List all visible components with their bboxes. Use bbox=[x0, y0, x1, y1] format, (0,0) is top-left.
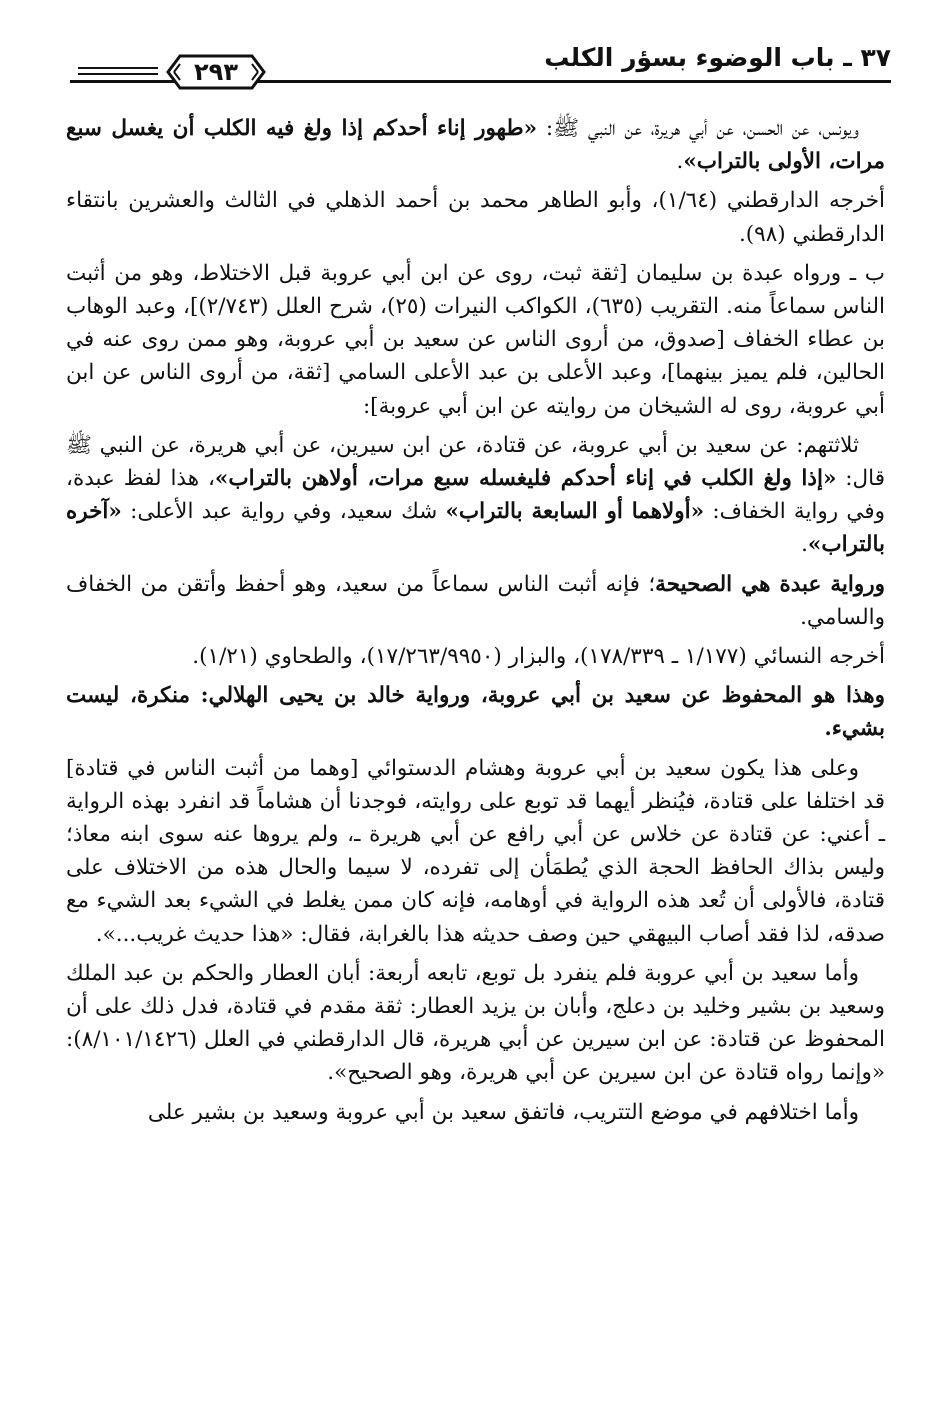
chapter-title: ٣٧ ـ باب الوضوء بسؤر الكلب bbox=[544, 43, 891, 72]
text-segment: ؛ فإنه أثبت الناس سماعاً من سعيد، وهو أحفظ وأتقن من الخفاف والسامي. bbox=[66, 571, 885, 630]
bold-text-segment: «آخره بالتراب» bbox=[66, 499, 885, 558]
page-number-badge bbox=[166, 54, 266, 90]
text-segment: ، هذا لفظ عبدة، وفي رواية الخفاف: bbox=[66, 466, 885, 525]
paragraph-p7 bbox=[66, 679, 885, 745]
text-segment: أخرجه الدارقطني (١/٦٤)، وأبو الطاهر محمد بن أحمد الذهلي في الثالث والعشرين بانتقاء الدارقطني (٩٨). bbox=[66, 188, 885, 247]
paragraph-p10 bbox=[66, 1096, 885, 1129]
paragraph-p8 bbox=[66, 752, 885, 951]
text-segment: شك سعيد، وفي رواية عبد الأعلى: bbox=[121, 499, 446, 525]
text-segment: ب ـ ورواه عبدة بن سليمان [ثقة ثبت، روى عن ابن أبي عروبة قبل الاختلاط، وهو من أثبت الناس سماعاً منه. التقريب (٦٣٥)، الكواكب النيرات (٢٥)، شرح العلل (٢/٧٤٣)]، وعبد الوهاب بن عطاء الخفاف [صدوق، من أروى الناس عن سعيد بن أبي عروبة، وهو ممن روى عنه في الحالين، فلم يميز بينهما]، وعبد الأعلى بن عبد الأعلى السامي [ثقة، من أروى الناس عن ابن أبي عروبة، روى له الشيخان من روايته عن ابن أبي عروبة]: bbox=[66, 260, 885, 419]
paragraph-p4 bbox=[66, 429, 885, 562]
text-segment: ثلاثتهم: عن سعيد بن أبي عروبة، عن قتادة، عن ابن سيرين، عن أبي هريرة، عن النبي ﷺ قال: bbox=[66, 432, 885, 492]
paragraph-p1 bbox=[66, 112, 885, 178]
bold-text-segment: «أولاهما أو السابعة بالتراب» bbox=[445, 499, 705, 525]
text-segment: وعلى هذا يكون سعيد بن أبي عروبة وهشام الدستوائي [وهما من أثبت الناس في قتادة] قد اختلفا على قتادة، فيُنظر أيهما قد توبع على روايته، فوجدنا أن هشاماً قد انفرد بهذه الرواية ـ أعني: عن قتادة عن خلاس عن أبي رافع عن أبي هريرة ـ، ولم يروها عنه سوى ابنه معاذ؛ وليس بذاك الحافظ الحجة الذي يُطمَأن إلى تفرده، لا سيما والحال هذه من الاختلاف على قتادة، فالأولى أن تُعد هذه الرواية في أوهامه، فإنه كان ممن يغلط في الشيء بعد الشيء مع صدقه، لذا فقد أصاب البيهقي حين وصف حديثه هذا بالغرابة، فقال: «هذا حديث غريب...». bbox=[66, 755, 886, 947]
paragraph-p3 bbox=[66, 257, 885, 423]
text-segment: . bbox=[676, 149, 684, 175]
page-header bbox=[70, 26, 891, 106]
text-segment: ويونس، عن الحسن، عن أبي هريرة، عن النبي ﷺ: bbox=[537, 116, 859, 141]
text-segment: وأما سعيد بن أبي عروبة فلم ينفرد بل توبع، تابعه أربعة: أبان العطار والحكم بن عبد الملك وسعيد بن بشير وخليد بن دعلج، وأبان بن يزيد العطار: ثقة مقدم في قتادة، فدل ذلك على أن المحفوظ عن قتادة: عن ابن سيرين عن أبي هريرة، قال الدارقطني في العلل (٨/١٠١/١٤٢٦): «وإنما رواه قتادة عن ابن سيرين عن أبي هريرة، وهو الصحيح». bbox=[66, 960, 885, 1086]
paragraph-p6 bbox=[66, 640, 885, 673]
bold-text-segment: ورواية عبدة هي الصحيحة bbox=[655, 571, 885, 597]
paragraph-p5 bbox=[66, 568, 885, 634]
text-segment: . bbox=[801, 532, 808, 558]
text-segment: وأما اختلافهم في موضع التتريب، فاتفق سعيد بن أبي عروبة وسعيد بن بشير على bbox=[147, 1099, 859, 1125]
bold-text-segment: «طهور إناء أحدكم إذا ولغ فيه الكلب أن يغسل سبع مرات، الأولى بالتراب» bbox=[66, 116, 885, 175]
page-number: ٢٩٣ bbox=[194, 58, 238, 86]
bold-text-segment: «إذا ولغ الكلب في إناء أحدكم فليغسله سبع مرات، أولاهن بالتراب» bbox=[214, 466, 837, 492]
header-ornament-lines bbox=[78, 67, 158, 77]
bold-text-segment: وهذا هو المحفوظ عن سعيد بن أبي عروبة، ورواية خالد بن يحيى الهلالي: منكرة، ليست بشيء. bbox=[66, 683, 885, 742]
paragraph-p2 bbox=[66, 184, 885, 250]
paragraph-p9 bbox=[66, 957, 885, 1090]
main-text bbox=[66, 112, 885, 1135]
text-segment: أخرجه النسائي (١/١٧٧ ـ ١٧٨/٣٣٩)، والبزار (١٧/٢٦٣/٩٩٥٠)، والطحاوي (١/٢١). bbox=[192, 644, 885, 670]
